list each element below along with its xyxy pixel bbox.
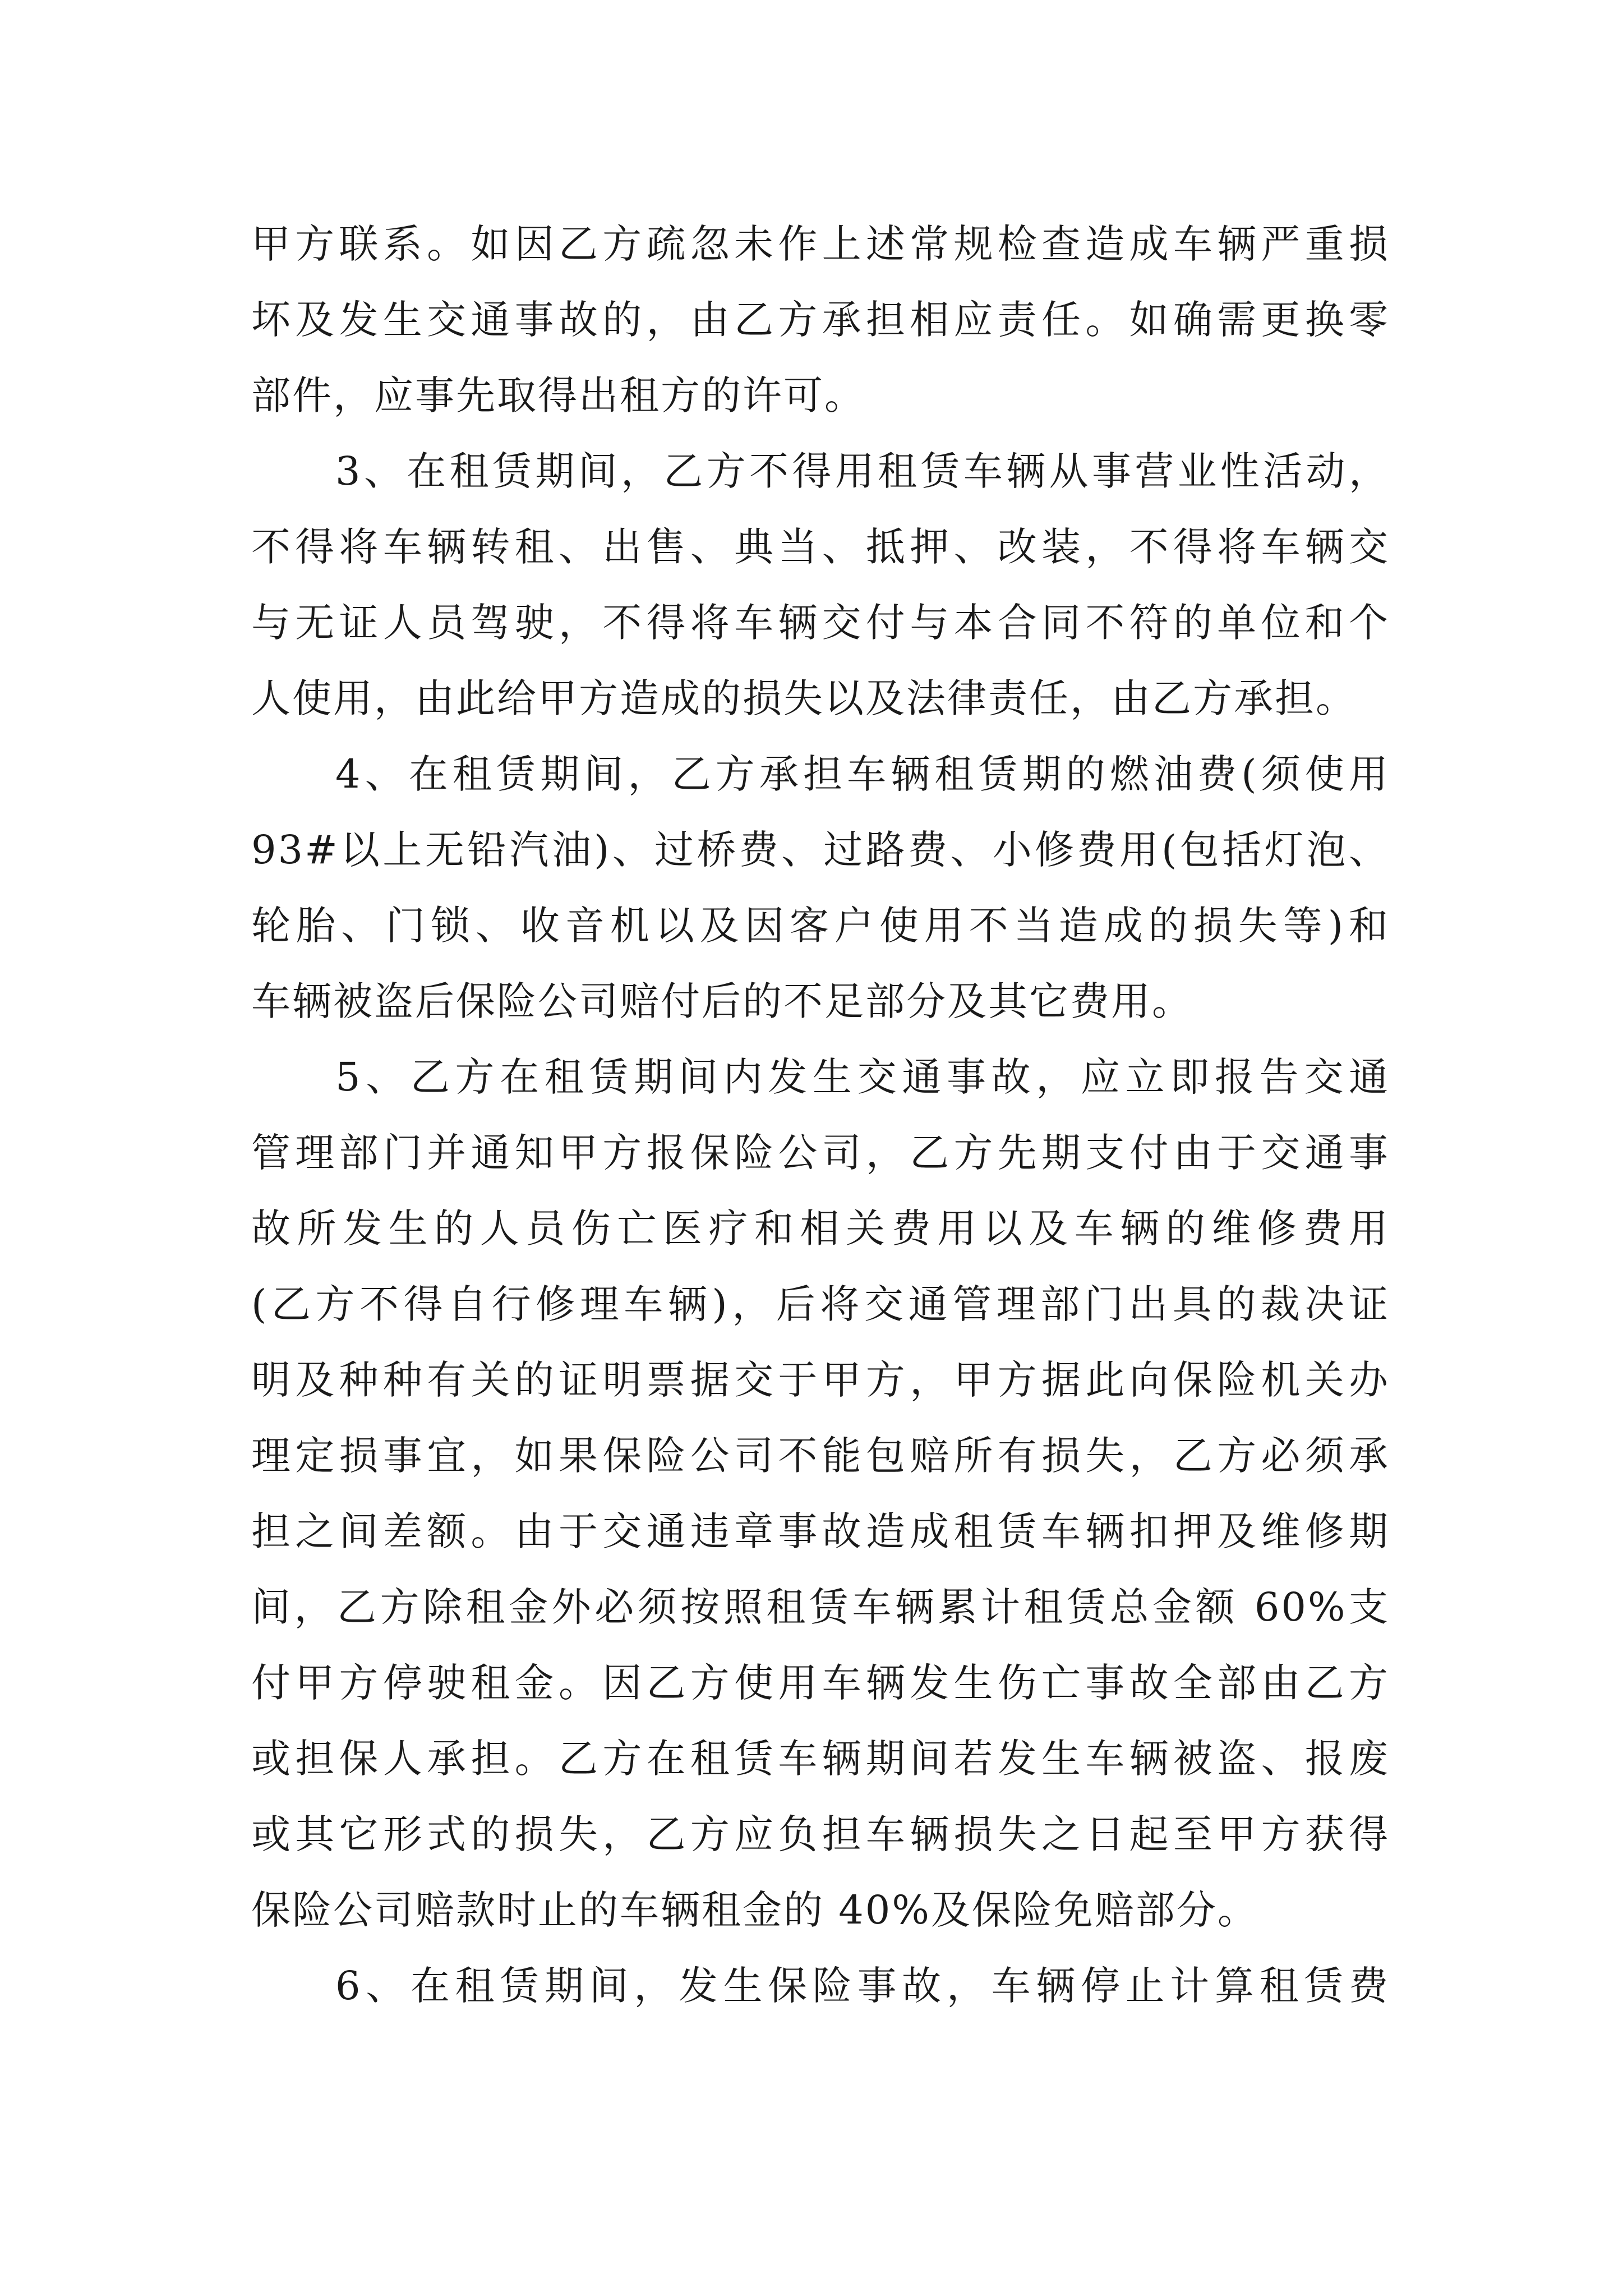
- text-line: 与无证人员驾驶，不得将车辆交付与本合同不符的单位和个: [251, 600, 1390, 646]
- paragraph-clause-4: [251, 737, 1390, 1039]
- text-line: 甲方联系。如因乙方疏忽未作上述常规检查造成车辆严重损: [251, 221, 1390, 267]
- text-line: 93#以上无铅汽油)、过桥费、过路费、小修费用(包括灯泡、: [251, 827, 1390, 873]
- text-line: 6、在租赁期间，发生保险事故，车辆停止计算租赁费: [335, 1963, 1390, 2009]
- text-line: 或担保人承担。乙方在租赁车辆期间若发生车辆被盗、报废: [251, 1736, 1390, 1782]
- text-line: 3、在租赁期间，乙方不得用租赁车辆从事营业性活动，: [335, 448, 1390, 494]
- paragraph-clause-6: [251, 1948, 1390, 2024]
- text-line: 付甲方停驶租金。因乙方使用车辆发生伤亡事故全部由乙方: [251, 1660, 1390, 1706]
- text-line: 人使用，由此给甲方造成的损失以及法律责任，由乙方承担。: [251, 675, 1357, 721]
- paragraph-clause-3: [251, 434, 1390, 737]
- contract-text: [251, 206, 1390, 2024]
- text-line: 担之间差额。由于交通违章事故造成租赁车辆扣押及维修期: [251, 1508, 1390, 1554]
- text-line: 或其它形式的损失，乙方应负担车辆损失之日起至甲方获得: [251, 1811, 1390, 1857]
- text-line: 理定损事宜，如果保险公司不能包赔所有损失，乙方必须承: [251, 1433, 1390, 1479]
- text-line: 保险公司赔款时止的车辆租金的 40%及保险免赔部分。: [251, 1887, 1258, 1933]
- text-line: 坏及发生交通事故的，由乙方承担相应责任。如确需更换零: [251, 297, 1390, 343]
- text-line: 故所发生的人员伤亡医疗和相关费用以及车辆的维修费用: [251, 1205, 1390, 1251]
- text-line: 5、乙方在租赁期间内发生交通事故，应立即报告交通: [335, 1054, 1390, 1100]
- text-line: 部件，应事先取得出租方的许可。: [251, 372, 865, 418]
- paragraph-continuation: [251, 206, 1390, 434]
- text-line: 车辆被盗后保险公司赔付后的不足部分及其它费用。: [251, 978, 1193, 1024]
- text-line: 不得将车辆转租、出售、典当、抵押、改装，不得将车辆交: [251, 524, 1390, 570]
- text-line: (乙方不得自行修理车辆)，后将交通管理部门出具的裁决证: [251, 1281, 1390, 1327]
- text-line: 明及种种有关的证明票据交于甲方，甲方据此向保险机关办: [251, 1357, 1390, 1403]
- text-line: 间，乙方除租金外必须按照租赁车辆累计租赁总金额 60%支: [251, 1584, 1390, 1630]
- text-line: 轮胎、门锁、收音机以及因客户使用不当造成的损失等)和: [251, 903, 1390, 949]
- paragraph-clause-5: [251, 1039, 1390, 1948]
- text-line: 管理部门并通知甲方报保险公司，乙方先期支付由于交通事: [251, 1130, 1390, 1176]
- text-line: 4、在租赁期间，乙方承担车辆租赁期的燃油费(须使用: [335, 751, 1390, 797]
